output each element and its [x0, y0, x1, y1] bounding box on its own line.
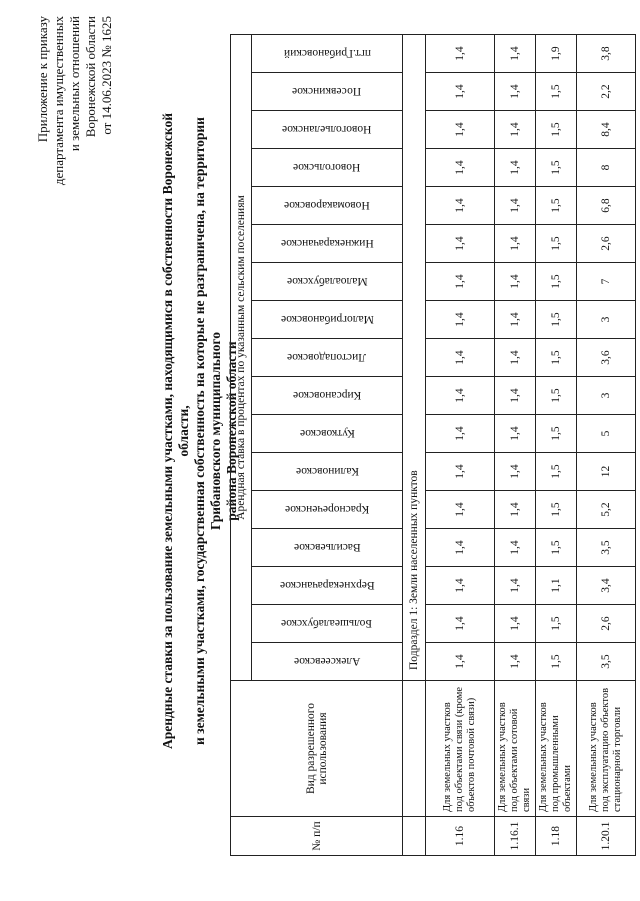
rate-cell: 5 — [577, 415, 636, 453]
settlement-header — [252, 263, 403, 301]
rate-cell: 1,4 — [495, 415, 536, 453]
rates-table — [230, 34, 636, 856]
settlement-header — [252, 415, 403, 453]
settlement-name: Васильевское — [293, 541, 361, 554]
settlement-header — [252, 73, 403, 111]
settlement-name: Посевкинское — [292, 85, 362, 98]
settlement-header — [252, 111, 403, 149]
rate-cell: 1,4 — [495, 605, 536, 643]
rate-cell: 1,9 — [536, 35, 577, 73]
settlement-name: Нижнекарачанское — [280, 237, 374, 250]
table-row — [426, 35, 495, 856]
rate-cell: 1,5 — [536, 111, 577, 149]
annex-line: департамента имущественных — [51, 16, 66, 186]
rate-cell: 3,8 — [577, 35, 636, 73]
settlement-name: Малогрибановское — [280, 313, 374, 326]
settlement-name: Алексеевское — [293, 655, 361, 668]
rate-cell: 1,4 — [426, 377, 495, 415]
rate-cell: 12 — [577, 453, 636, 491]
rate-cell: 1,4 — [426, 529, 495, 567]
title-line-3: района Воронежской области — [224, 341, 239, 521]
rate-cell: 1,5 — [536, 491, 577, 529]
rate-cell: 1,4 — [426, 187, 495, 225]
rate-cell: 2,2 — [577, 73, 636, 111]
rate-cell: 8,4 — [577, 111, 636, 149]
rate-cell: 8 — [577, 149, 636, 187]
settlement-header — [252, 453, 403, 491]
rate-cell: 3,5 — [577, 529, 636, 567]
settlement-header — [252, 643, 403, 681]
rate-cell: 1,4 — [426, 415, 495, 453]
rate-cell: 1,5 — [536, 339, 577, 377]
rate-cell: 1,4 — [495, 339, 536, 377]
rate-cell: 6,8 — [577, 187, 636, 225]
settlement-name: Кирсановское — [292, 389, 362, 402]
rate-cell: 1,4 — [426, 149, 495, 187]
rate-cell: 1,4 — [426, 605, 495, 643]
rate-cell: 2,6 — [577, 225, 636, 263]
settlement-header — [252, 35, 403, 73]
settlement-header — [252, 567, 403, 605]
rate-cell: 1,4 — [495, 567, 536, 605]
row-use: Для земельных участков под объектами сотовой связи — [495, 681, 536, 817]
row-number: 1.16.1 — [495, 817, 536, 856]
settlement-header — [252, 187, 403, 225]
rate-cell: 1,5 — [536, 377, 577, 415]
rate-cell: 1,4 — [495, 301, 536, 339]
settlement-header — [252, 529, 403, 567]
settlement-name: Листопадовское — [287, 351, 367, 364]
table-row — [495, 35, 536, 856]
settlement-header — [252, 491, 403, 529]
settlement-name: Большеалабухское — [281, 617, 373, 630]
rate-cell: 1,4 — [426, 643, 495, 681]
settlement-name: Новогольеланское — [282, 123, 372, 136]
annex-line: Приложение к приказу — [35, 16, 50, 143]
rate-cell: 3,4 — [577, 567, 636, 605]
document-title — [160, 111, 240, 751]
settlement-name: Новогольское — [293, 161, 361, 174]
rate-header: Арендная ставка в процентах по указанным сельским поселениям — [231, 35, 252, 681]
rate-cell: 1,4 — [495, 111, 536, 149]
rate-cell: 3 — [577, 301, 636, 339]
rate-cell: 1,4 — [495, 35, 536, 73]
annex-line: Воронежской области — [83, 16, 98, 138]
col-use-header: Вид разрешенного использования — [231, 681, 403, 817]
rate-cell: 1,4 — [495, 73, 536, 111]
settlement-header — [252, 377, 403, 415]
row-use: Для земельных участков под эксплуатацию объектов стационарной торговли — [577, 681, 636, 817]
rate-cell: 1,4 — [495, 225, 536, 263]
row-number: 1.20.1 — [577, 817, 636, 856]
settlement-name: Новомакаровское — [284, 199, 370, 212]
annex-line: и земельных отношений — [67, 16, 82, 152]
title-line-2: и земельными участками, государственная собственность на которые не разграничена, на территории Грибановского муниципального — [192, 117, 223, 745]
rate-cell: 1,4 — [426, 225, 495, 263]
rate-cell: 1,1 — [536, 567, 577, 605]
rate-cell: 1,4 — [495, 263, 536, 301]
col-num-header: № п/п — [231, 817, 403, 856]
table-row — [577, 35, 636, 856]
table-row — [536, 35, 577, 856]
rate-cell: 1,4 — [495, 187, 536, 225]
settlement-name: Краснореченское — [284, 503, 370, 516]
rate-cell: 1,4 — [426, 491, 495, 529]
row-number: 1.18 — [536, 817, 577, 856]
rate-cell: 1,5 — [536, 73, 577, 111]
rate-cell: 5,2 — [577, 491, 636, 529]
settlement-header — [252, 605, 403, 643]
settlement-header — [252, 339, 403, 377]
rate-cell: 1,4 — [426, 301, 495, 339]
rate-cell: 1,4 — [495, 643, 536, 681]
rate-cell: 1,5 — [536, 453, 577, 491]
rate-cell: 1,4 — [495, 529, 536, 567]
rate-cell: 2,6 — [577, 605, 636, 643]
annex-note — [35, 16, 115, 196]
settlement-name: Калиновское — [295, 465, 359, 478]
rate-cell: 1,5 — [536, 529, 577, 567]
title-line-1: Арендные ставки за пользование земельными участками, находящимися в собственности Воронежской области, — [160, 112, 191, 750]
rate-cell: 1,5 — [536, 643, 577, 681]
row-number: 1.16 — [426, 817, 495, 856]
settlement-header — [252, 225, 403, 263]
rate-cell: 7 — [577, 263, 636, 301]
rate-cell: 1,5 — [536, 605, 577, 643]
settlement-name: пгт.Грибановский — [283, 47, 371, 60]
row-use: Для земельных участков под объектами связи (кроме объектов почтовой связи) — [426, 681, 495, 817]
rate-cell: 3 — [577, 377, 636, 415]
settlement-header — [252, 301, 403, 339]
row-use: Для земельных участков под промышленными объектами — [536, 681, 577, 817]
settlement-name: Малоалабухское — [286, 275, 368, 288]
rate-cell: 1,5 — [536, 187, 577, 225]
rate-cell: 1,4 — [495, 149, 536, 187]
rate-cell: 1,4 — [426, 111, 495, 149]
rate-cell: 1,5 — [536, 301, 577, 339]
rate-cell: 1,4 — [495, 491, 536, 529]
rate-cell: 1,5 — [536, 149, 577, 187]
rate-cell: 1,4 — [426, 339, 495, 377]
annex-line: от 14.06.2023 № 1625 — [99, 16, 114, 135]
settlement-name: Кутковское — [299, 427, 355, 440]
rate-cell: 1,4 — [426, 73, 495, 111]
rate-cell: 1,4 — [426, 35, 495, 73]
rate-cell: 1,5 — [536, 263, 577, 301]
rate-cell: 1,4 — [426, 453, 495, 491]
rate-cell: 1,5 — [536, 225, 577, 263]
settlement-name: Верхнекарачанское — [279, 579, 375, 592]
subsection-label: Подраздел 1: Земли населенных пунктов — [403, 35, 426, 681]
rate-cell: 1,5 — [536, 415, 577, 453]
settlement-header — [252, 149, 403, 187]
rate-cell: 1,4 — [426, 567, 495, 605]
rate-cell: 3,6 — [577, 339, 636, 377]
header-row-1 — [231, 35, 252, 856]
rate-cell: 3,5 — [577, 643, 636, 681]
subsection-row — [403, 35, 426, 856]
rate-cell: 1,4 — [426, 263, 495, 301]
rate-cell: 1,4 — [495, 377, 536, 415]
rate-cell: 1,4 — [495, 453, 536, 491]
